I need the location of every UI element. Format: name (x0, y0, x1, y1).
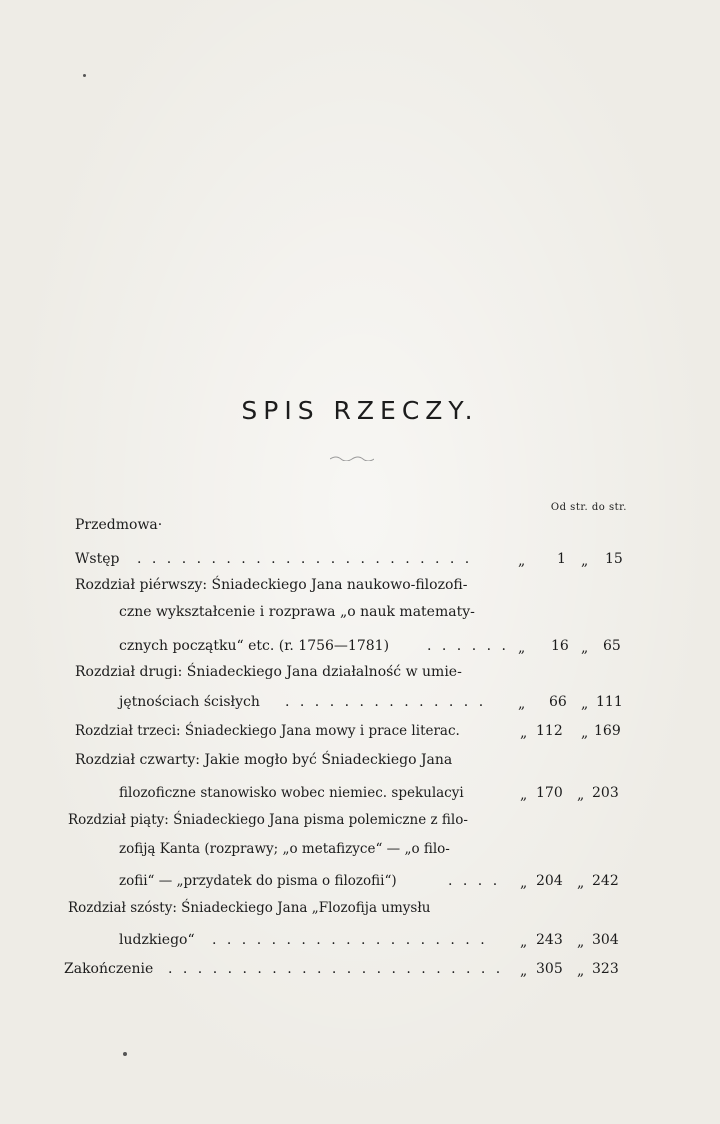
leader-dots: . . . . . . . . . . . . . . . . . . . . . . . (168, 961, 504, 977)
column-header: Od str. do str. (550, 502, 627, 513)
quote-mark: „ (577, 934, 585, 950)
quote-mark: „ (518, 640, 526, 656)
leader-dots: . . . . . . (427, 638, 509, 654)
page-from: 170 (536, 785, 563, 801)
page-from: 66 (549, 694, 567, 710)
toc-entry-text: Przedmowa· (75, 517, 163, 533)
page-to: 111 (596, 694, 623, 710)
toc-entry-text: zofiją Kanta (rozprawy; „o metafizyce“ — „o filo- (119, 841, 450, 857)
page-from: 112 (536, 723, 563, 739)
toc-entry-text: zofii“ — „przydatek do pisma o filozofii“) (119, 873, 397, 889)
toc-entry-text: jętnościach ścisłych (119, 694, 260, 710)
page-to: 65 (603, 638, 621, 654)
page-from: 204 (536, 873, 563, 889)
quote-mark: „ (581, 696, 589, 712)
toc-entry-text: ludzkiego“ (119, 932, 195, 948)
leader-dots: . . . . . . . . . . . . . . (285, 694, 487, 710)
quote-mark: „ (518, 696, 526, 712)
leader-dots: . . . . . . . . . . . . . . . . . . . (212, 932, 488, 948)
page-to: 323 (592, 961, 619, 977)
page-from: 305 (536, 961, 563, 977)
toc-entry-text: Rozdział piérwszy: Śniadeckiego Jana naukowo-filozofi- (75, 577, 468, 593)
toc-entry-text: Rozdział czwarty: Jakie mogło być Śniadeckiego Jana (75, 752, 453, 768)
toc-entry-text: filozoficzne stanowisko wobec niemiec. spekulacyi (119, 785, 464, 801)
quote-mark: „ (520, 963, 528, 979)
quote-mark: „ (581, 553, 589, 569)
toc-entry-text: cznych początku“ etc. (r. 1756—1781) (119, 638, 390, 654)
page-to: 15 (605, 551, 623, 567)
page-to: 242 (592, 873, 619, 889)
toc-entry-text: Rozdział szósty: Śniadeckiego Jana „Flozofija umysłu (68, 900, 431, 916)
page-to: 203 (592, 785, 619, 801)
quote-mark: „ (577, 875, 585, 891)
ink-speck (83, 74, 86, 77)
toc-entry-text: Rozdział trzeci: Śniadeckiego Jana mowy i prace literac. (75, 723, 460, 739)
quote-mark: „ (520, 787, 528, 803)
leader-dots: . . . . . . . . . . . . . . . . . . . . . . . (137, 551, 473, 567)
toc-entry-text: Wstęp (75, 551, 120, 567)
ink-speck (123, 1052, 127, 1056)
page-to: 169 (594, 723, 621, 739)
quote-mark: „ (577, 787, 585, 803)
ornament-divider (330, 455, 374, 461)
quote-mark: „ (577, 963, 585, 979)
quote-mark: „ (581, 725, 589, 741)
toc-entry-text: Zakończenie (64, 961, 154, 977)
page-to: 304 (592, 932, 619, 948)
quote-mark: „ (520, 725, 528, 741)
quote-mark: „ (518, 553, 526, 569)
quote-mark: „ (581, 640, 589, 656)
page-from: 16 (551, 638, 569, 654)
toc-entry-text: Rozdział drugi: Śniadeckiego Jana działalność w umie- (75, 664, 462, 680)
page-title: SPIS RZECZY. (241, 396, 479, 425)
toc-entry-text: Rozdział piąty: Śniadeckiego Jana pisma polemiczne z filo- (68, 812, 468, 828)
quote-mark: „ (520, 934, 528, 950)
page-from: 1 (557, 551, 566, 567)
quote-mark: „ (520, 875, 528, 891)
leader-dots: . . . . (448, 873, 501, 889)
toc-entry-text: czne wykształcenie i rozprawa „o nauk matematy- (119, 604, 475, 620)
page-from: 243 (536, 932, 563, 948)
